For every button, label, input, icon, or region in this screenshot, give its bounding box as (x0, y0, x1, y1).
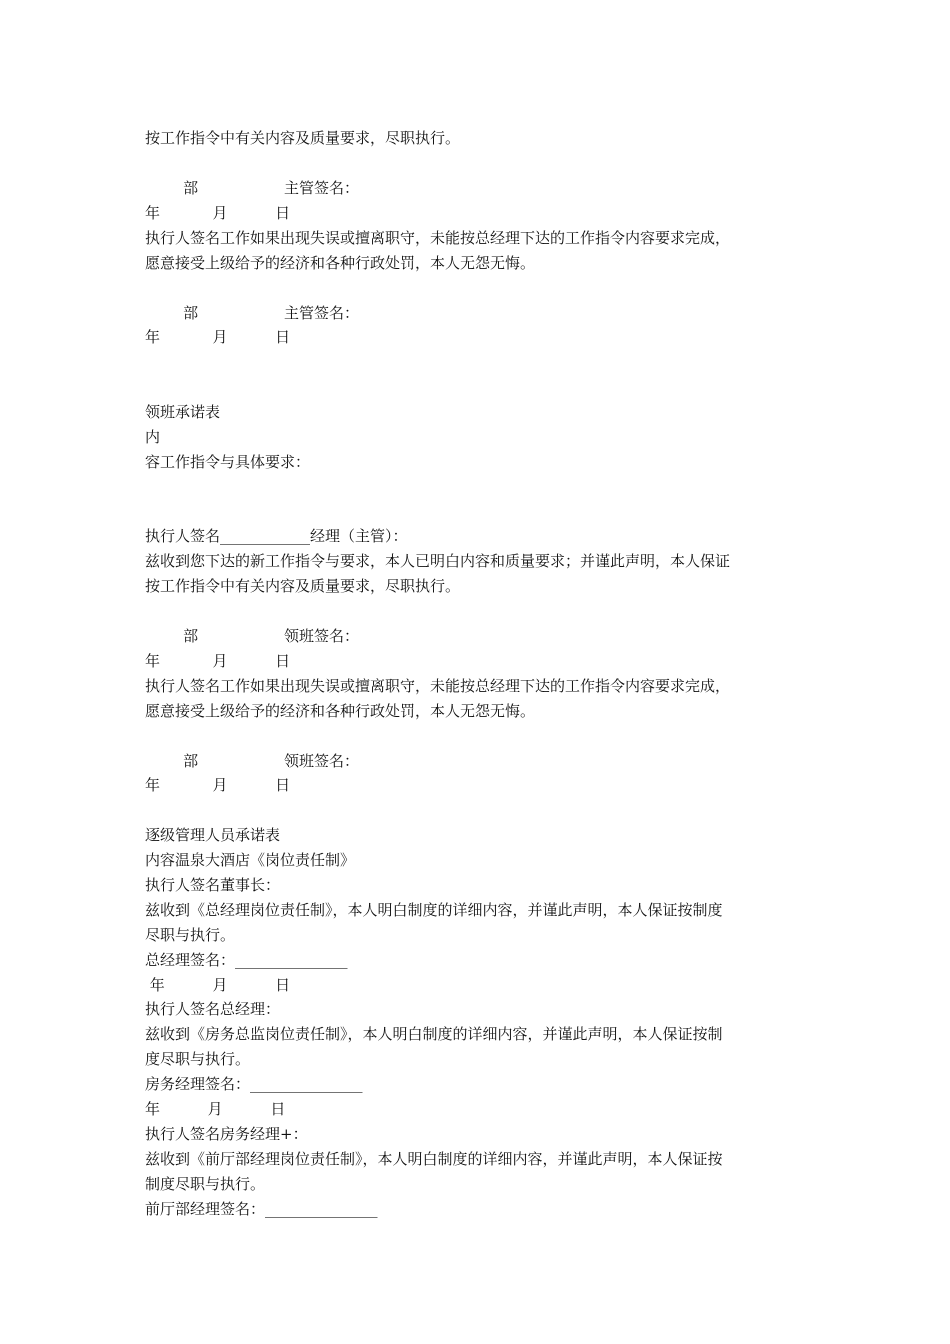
text-line: 按工作指令中有关内容及质量要求，尽职执行。 (145, 129, 461, 147)
text-line: 容工作指令与具体要求： (145, 453, 311, 471)
text-line: 兹收到您下达的新工作指令与要求，本人已明白内容和质量要求；并谨此声明，本人保证 (145, 552, 731, 570)
text-line: 愿意接受上级给予的经济和各种行政处罚，本人无怨无悔。 (145, 254, 536, 272)
text-line: 执行人签名董事长： (145, 876, 281, 894)
text-line: 前厅部经理签名：_______________ (145, 1200, 378, 1218)
section-title: 逐级管理人员承诺表 (145, 826, 281, 844)
text-line: 尽职与执行。 (145, 926, 236, 944)
text-line: 执行人签名____________经理（主管）： (145, 527, 408, 545)
text-line: 年 月 日 (145, 204, 291, 222)
text-line: 年 月 日 (145, 652, 291, 670)
text-line: 年 月 日 (145, 776, 291, 794)
text-line: 执行人签名总经理： (145, 1000, 281, 1018)
text-line: 执行人签名工作如果出现失误或擅离职守，未能按总经理下达的工作指令内容要求完成， (145, 677, 731, 695)
text-line: 按工作指令中有关内容及质量要求，尽职执行。 (145, 577, 461, 595)
text-line: 制度尽职与执行。 (145, 1175, 266, 1193)
text-line: 内容温泉大酒店《岗位责任制》 (145, 851, 356, 869)
text-line: 兹收到《总经理岗位责任制》，本人明白制度的详细内容，并谨此声明，本人保证按制度 (145, 901, 723, 919)
text-line: 愿意接受上级给予的经济和各种行政处罚，本人无怨无悔。 (145, 702, 536, 720)
text-line: 房务经理签名：_______________ (145, 1075, 363, 1093)
text-line: 部 主管签名： (145, 179, 359, 197)
text-line: 度尽职与执行。 (145, 1050, 251, 1068)
text-line: 内 (145, 428, 161, 446)
text-line: 年 月 日 (145, 1100, 286, 1118)
text-line: 部 主管签名： (145, 304, 359, 322)
text-line: 部 领班签名： (145, 627, 359, 645)
text-line: 总经理签名：_______________ (145, 951, 348, 969)
text-line: 执行人签名工作如果出现失误或擅离职守，未能按总经理下达的工作指令内容要求完成， (145, 229, 731, 247)
text-line: 年 月 日 (145, 328, 291, 346)
text-line: 年 月 日 (145, 976, 291, 994)
section-title: 领班承诺表 (145, 403, 221, 421)
text-line: 执行人签名房务经理+： (145, 1125, 308, 1143)
text-line: 兹收到《房务总监岗位责任制》，本人明白制度的详细内容，并谨此声明，本人保证按制 (145, 1025, 723, 1043)
text-line: 部 领班签名： (145, 752, 359, 770)
text-line: 兹收到《前厅部经理岗位责任制》，本人明白制度的详细内容，并谨此声明，本人保证按 (145, 1150, 723, 1168)
